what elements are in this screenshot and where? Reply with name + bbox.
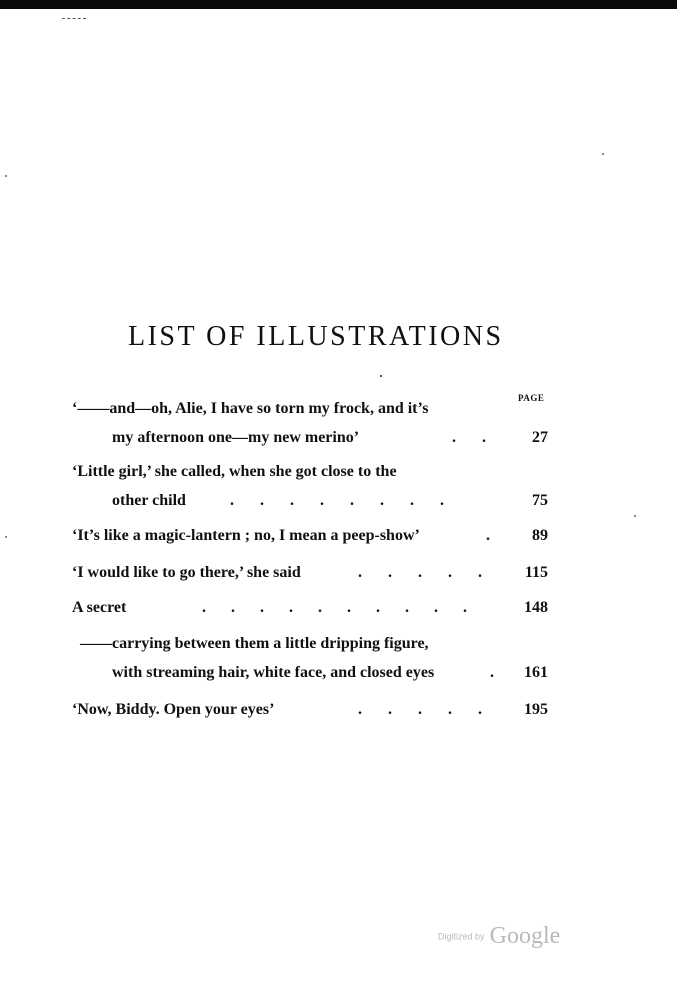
margin-dot [5, 536, 7, 538]
page-number: 161 [524, 664, 548, 681]
entry-caption-line-2: other child [112, 492, 186, 509]
entry-caption-line-1: ‘——and—oh, Alie, I have so torn my frock, and it’s [72, 400, 429, 417]
dot-leader: . . . . . [358, 564, 482, 581]
digitized-by-google-watermark [438, 923, 560, 950]
dot-leader: . . [452, 429, 486, 446]
stray-dot [380, 375, 382, 377]
page-number: 115 [524, 564, 548, 581]
dot-leader: . . . . . . . . [230, 492, 444, 509]
entry-caption: ‘Now, Biddy. Open your eyes’ [72, 701, 275, 718]
page-title: LIST OF ILLUSTRATIONS [128, 321, 504, 352]
scan-mark [62, 18, 86, 21]
dot-leader: . [490, 664, 494, 681]
margin-dot [5, 175, 7, 177]
entry-caption-line-2: with streaming hair, white face, and closed eyes [112, 664, 435, 681]
entry-caption: ‘I would like to go there,’ she said [72, 564, 301, 581]
entry-caption: ‘It’s like a magic-lantern ; no, I mean a peep-show’ [72, 527, 420, 544]
dot-leader: . . . . . . . . . . [202, 599, 467, 616]
entry-caption-line-2: my afternoon one—my new merino’ [112, 429, 360, 446]
page-number: 195 [524, 701, 548, 718]
dot-leader: . [486, 527, 490, 544]
page-number: 89 [532, 527, 548, 544]
page-column-label: PAGE [518, 393, 545, 403]
entry-caption-line-1: ‘Little girl,’ she called, when she got close to the [72, 463, 397, 480]
entry-caption-line-1: ——carrying between them a little dripping figure, [80, 635, 429, 652]
margin-dot [602, 153, 604, 155]
scan-top-edge [0, 0, 677, 9]
page-number: 148 [524, 599, 548, 616]
google-logo-text: Google [489, 923, 561, 949]
watermark-prefix: Digitized by [438, 931, 485, 942]
page-number: 75 [532, 492, 548, 509]
dot-leader: . . . . . [358, 701, 482, 718]
page-number: 27 [532, 429, 548, 446]
margin-dot [634, 515, 636, 517]
entry-caption: A secret [72, 599, 127, 616]
